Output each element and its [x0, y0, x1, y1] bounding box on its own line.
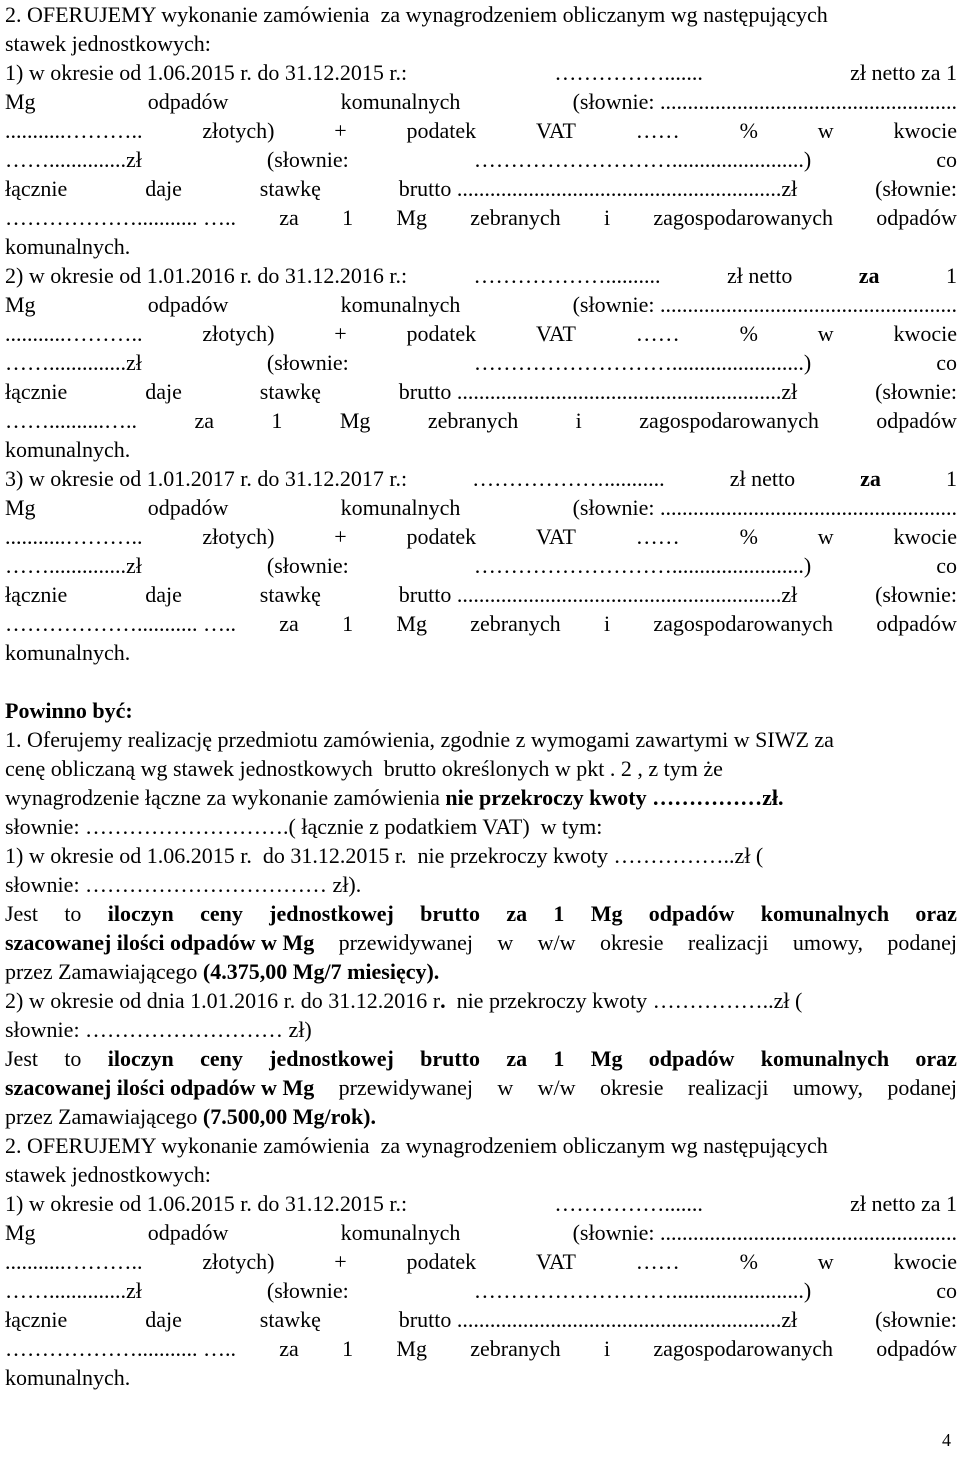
text-fragment: ……..............zł [5, 553, 142, 578]
text-fragment: 1 [342, 1336, 354, 1361]
text-line [5, 319, 957, 348]
text-fragment: okresie [599, 930, 664, 955]
text-fragment: zebranych [427, 408, 519, 433]
text-fragment: odpadów [147, 292, 229, 317]
text-fragment: stawek jednostkowych: [5, 1162, 211, 1187]
text-fragment: podatek [406, 524, 477, 549]
text-fragment: (7.500,00 Mg/rok). [202, 1104, 377, 1129]
text-fragment: 1 [945, 263, 957, 288]
text-fragment: brutto ...........................................................zł [398, 1307, 798, 1332]
text-fragment: Mg [5, 292, 36, 317]
text-line [5, 232, 957, 261]
document-body [5, 0, 957, 1392]
text-fragment: VAT [535, 1249, 576, 1274]
text-fragment: 1. Oferujemy realizację przedmiotu zamówienia, zgodnie z wymogami zawartymi w SIWZ za [5, 727, 834, 752]
text-fragment: (słownie: [875, 582, 957, 607]
text-fragment: ……………….......... [473, 263, 661, 288]
text-fragment: przewidywanej [338, 1075, 473, 1100]
text-fragment: 2) w okresie od 1.01.2016 r. do 31.12.2016 r.: [5, 263, 408, 288]
text-line [5, 1073, 957, 1102]
text-fragment: Powinno być: [5, 698, 133, 723]
text-fragment: podatek [406, 1249, 477, 1274]
correction-block [5, 667, 957, 1392]
text-fragment: % [739, 321, 758, 346]
text-fragment: wynagrodzenie łączne za wykonanie zamówienia [5, 785, 446, 810]
text-line [5, 1131, 957, 1160]
text-fragment: odpadów [876, 1336, 957, 1361]
text-fragment: nie przekroczy kwoty ……………..zł ( [445, 988, 803, 1013]
text-fragment: (słownie: ...................................................... [572, 292, 957, 317]
text-fragment: iloczyn [107, 901, 174, 926]
text-fragment: ……..............zł [5, 350, 142, 375]
text-fragment: komunalnych [340, 495, 461, 520]
text-fragment: (słownie: [266, 553, 349, 578]
text-line [5, 1189, 957, 1218]
text-line [5, 116, 957, 145]
text-fragment: komunalnych [760, 1046, 890, 1071]
text-fragment: …… [635, 1249, 680, 1274]
text-fragment: za [860, 466, 881, 491]
text-fragment: odpadów [876, 408, 957, 433]
text-line [5, 812, 957, 841]
text-fragment: (słownie: [266, 1278, 349, 1303]
text-line [5, 1160, 957, 1189]
text-fragment: komunalnych [340, 292, 461, 317]
text-fragment: słownie: …………………………… zł). [5, 872, 362, 897]
text-line [5, 725, 957, 754]
text-fragment: odpadów [147, 495, 229, 520]
text-line [5, 957, 957, 986]
text-fragment: stawkę [259, 582, 321, 607]
text-fragment: stawkę [259, 379, 321, 404]
text-fragment: kwocie [893, 118, 957, 143]
text-fragment: w/w [537, 930, 576, 955]
text-fragment: stawkę [259, 176, 321, 201]
text-fragment: komunalnych. [5, 234, 131, 259]
text-fragment: Jest [5, 901, 38, 926]
text-fragment: komunalnych [340, 1220, 461, 1245]
text-fragment: złotych) [202, 321, 275, 346]
document-page [5, 0, 957, 1392]
text-fragment: brutto ...........................................................zł [398, 582, 798, 607]
text-fragment: kwocie [893, 321, 957, 346]
text-fragment: . [440, 988, 446, 1013]
text-fragment: 1 [342, 205, 354, 230]
text-line [5, 783, 957, 812]
text-fragment: słownie: ……………………….( łącznie z podatkiem VAT) w tym: [5, 814, 603, 839]
text-fragment: 1) w okresie od 1.06.2015 r. do 31.12.2015 r.: [5, 1191, 408, 1216]
text-fragment: co [936, 350, 957, 375]
text-fragment: łącznie [5, 379, 68, 404]
text-fragment: ………………………........................) [473, 553, 812, 578]
text-fragment: ...........……….. [5, 1249, 143, 1274]
text-fragment: brutto ...........................................................zł [398, 176, 798, 201]
text-fragment: zł netto [726, 263, 793, 288]
text-line [5, 899, 957, 928]
text-line [5, 203, 957, 232]
text-fragment: za [506, 1046, 528, 1071]
text-fragment: jednostkowej [269, 901, 394, 926]
text-line [5, 261, 957, 290]
text-fragment: zagospodarowanych [653, 611, 833, 636]
text-fragment: odpadów [648, 901, 735, 926]
text-fragment: to [64, 901, 82, 926]
text-fragment: Mg [590, 901, 623, 926]
text-fragment: + [334, 118, 347, 143]
text-fragment: Mg [396, 205, 427, 230]
text-fragment: odpadów [876, 611, 957, 636]
text-fragment: Mg [396, 1336, 427, 1361]
text-fragment: (słownie: [875, 176, 957, 201]
text-fragment: ……………....... [554, 1191, 703, 1216]
text-fragment: (słownie: ...................................................... [572, 495, 957, 520]
text-fragment: zebranych [470, 205, 561, 230]
text-fragment: zagospodarowanych [653, 205, 833, 230]
text-fragment: % [739, 1249, 758, 1274]
text-line [5, 174, 957, 203]
text-fragment: złotych) [202, 118, 275, 143]
text-fragment: daje [145, 582, 182, 607]
text-fragment: w [497, 930, 514, 955]
text-line [5, 377, 957, 406]
text-fragment: Jest [5, 1046, 38, 1071]
text-line [5, 609, 957, 638]
text-line [5, 696, 957, 725]
text-line [5, 493, 957, 522]
text-fragment: + [334, 321, 347, 346]
text-fragment: ………………………........................) [473, 1278, 812, 1303]
text-line [5, 406, 957, 435]
text-fragment: komunalnych [760, 901, 890, 926]
text-line [5, 1247, 957, 1276]
text-line [5, 638, 957, 667]
text-fragment: nie przekroczy kwoty ……………zł. [445, 785, 784, 810]
text-line [5, 580, 957, 609]
text-fragment: jednostkowej [269, 1046, 394, 1071]
text-fragment: co [936, 147, 957, 172]
text-fragment: iloczyn [107, 1046, 174, 1071]
text-fragment: umowy, [792, 1075, 863, 1100]
text-fragment: szacowanej ilości odpadów w Mg [5, 1075, 315, 1100]
text-fragment: Mg [5, 89, 36, 114]
text-fragment: w [497, 1075, 514, 1100]
text-fragment: VAT [535, 118, 576, 143]
text-fragment: ...........……….. [5, 321, 143, 346]
text-fragment: VAT [535, 321, 576, 346]
text-line [5, 290, 957, 319]
text-fragment: w [817, 1249, 834, 1274]
text-fragment: Mg [396, 611, 427, 636]
text-fragment: podatek [406, 321, 477, 346]
text-fragment: i [603, 611, 611, 636]
text-fragment: 1 [553, 1046, 565, 1071]
text-line [5, 986, 957, 1015]
text-fragment: 1 [945, 466, 957, 491]
text-fragment: i [603, 205, 611, 230]
text-fragment: (słownie: [266, 147, 349, 172]
text-fragment: Mg [5, 1220, 36, 1245]
text-fragment: przez Zamawiającego [5, 1104, 203, 1129]
text-fragment: 3) w okresie od 1.01.2017 r. do 31.12.2017 r.: [5, 466, 408, 491]
text-fragment: podanej [887, 1075, 957, 1100]
text-fragment: 2. OFERUJEMY wykonanie zamówienia za wynagrodzeniem obliczanym wg następujących [5, 2, 828, 27]
text-fragment: Mg [590, 1046, 623, 1071]
text-fragment: okresie [599, 1075, 664, 1100]
text-line [5, 464, 957, 493]
text-fragment: realizacji [687, 930, 769, 955]
text-fragment: w [817, 524, 834, 549]
text-fragment: (4.375,00 Mg/7 miesięcy). [202, 959, 440, 984]
text-fragment: brutto [420, 901, 481, 926]
text-fragment: zagospodarowanych [639, 408, 819, 433]
text-fragment: ………………........... ….. [5, 611, 236, 636]
text-fragment: odpadów [876, 205, 957, 230]
text-fragment: (słownie: ...................................................... [572, 89, 957, 114]
text-fragment: 2. OFERUJEMY wykonanie zamówienia za wynagrodzeniem obliczanym wg następujących [5, 1133, 828, 1158]
text-fragment: 1 [342, 611, 354, 636]
text-fragment: oraz [915, 1046, 957, 1071]
text-fragment: odpadów [648, 1046, 735, 1071]
text-fragment: stawek jednostkowych: [5, 31, 211, 56]
text-fragment: % [739, 524, 758, 549]
text-fragment: + [334, 524, 347, 549]
text-fragment: złotych) [202, 524, 275, 549]
text-line [5, 87, 957, 116]
text-fragment: brutto [420, 1046, 481, 1071]
offer-section-2-original [5, 0, 957, 667]
text-fragment: za [279, 205, 299, 230]
text-fragment: za [279, 611, 299, 636]
text-fragment: w [817, 321, 834, 346]
text-fragment: ………………………........................) [473, 147, 812, 172]
text-fragment: …… [635, 524, 680, 549]
text-fragment: ...........……….. [5, 118, 143, 143]
text-fragment: złotych) [202, 1249, 275, 1274]
text-line [5, 1044, 957, 1073]
text-fragment: zł netto za 1 [850, 1191, 957, 1216]
text-line [5, 551, 957, 580]
text-line [5, 841, 957, 870]
text-fragment: ……..............zł [5, 147, 142, 172]
text-fragment: i [575, 408, 582, 433]
text-fragment: odpadów [147, 1220, 229, 1245]
text-fragment: ………………........... ….. [5, 205, 236, 230]
text-fragment: słownie: ……………………… zł) [5, 1017, 312, 1042]
text-fragment: co [936, 553, 957, 578]
text-fragment: łącznie [5, 582, 68, 607]
text-fragment: za [506, 901, 528, 926]
text-fragment: daje [145, 379, 182, 404]
text-line [5, 1218, 957, 1247]
text-fragment: komunalnych. [5, 640, 131, 665]
text-line [5, 0, 957, 29]
text-fragment: ……………....... [554, 60, 703, 85]
text-fragment: szacowanej ilości odpadów w Mg [5, 930, 315, 955]
text-fragment: (słownie: [875, 379, 957, 404]
text-fragment: komunalnych [340, 89, 461, 114]
text-fragment: Mg [339, 408, 371, 433]
text-fragment: oraz [915, 901, 957, 926]
text-fragment: umowy, [792, 930, 863, 955]
text-fragment: stawkę [259, 1307, 321, 1332]
text-fragment: VAT [535, 524, 576, 549]
text-fragment: Mg [5, 495, 36, 520]
text-fragment: podatek [406, 118, 477, 143]
text-fragment: brutto ...........................................................zł [398, 379, 798, 404]
text-fragment: …… [635, 321, 680, 346]
text-line [5, 522, 957, 551]
text-fragment: za [194, 408, 214, 433]
page-number: 4 [942, 1430, 951, 1450]
text-fragment: w/w [537, 1075, 576, 1100]
text-fragment: co [936, 1278, 957, 1303]
text-line [5, 435, 957, 464]
text-fragment: to [64, 1046, 82, 1071]
text-line [5, 1363, 957, 1392]
text-fragment: ……..............zł [5, 1278, 142, 1303]
text-line [5, 145, 957, 174]
text-fragment: zł netto [729, 466, 796, 491]
text-fragment: ceny [200, 1046, 243, 1071]
text-line [5, 870, 957, 899]
text-fragment: zebranych [470, 611, 561, 636]
blank-line [5, 667, 957, 696]
text-fragment: cenę obliczaną wg stawek jednostkowych brutto określonych w pkt . 2 , z tym że [5, 756, 723, 781]
text-fragment: realizacji [687, 1075, 769, 1100]
text-line [5, 928, 957, 957]
text-fragment: i [603, 1336, 611, 1361]
text-fragment: (słownie: ...................................................... [572, 1220, 957, 1245]
text-line [5, 58, 957, 87]
text-fragment: przewidywanej [338, 930, 473, 955]
text-line [5, 1015, 957, 1044]
text-fragment: ………………........... [472, 466, 665, 491]
text-fragment: ……..........….. [5, 408, 137, 433]
text-fragment: kwocie [893, 1249, 957, 1274]
text-fragment: 1 [271, 408, 283, 433]
text-fragment: % [739, 118, 758, 143]
text-fragment: ………………........... ….. [5, 1336, 236, 1361]
text-line [5, 1305, 957, 1334]
text-fragment: ………………………........................) [473, 350, 812, 375]
text-fragment: łącznie [5, 1307, 68, 1332]
text-fragment: …… [635, 118, 680, 143]
text-line [5, 1102, 957, 1131]
text-fragment: komunalnych. [5, 1365, 131, 1390]
text-fragment: za [858, 263, 880, 288]
text-fragment: zagospodarowanych [653, 1336, 833, 1361]
text-fragment: 1 [553, 901, 565, 926]
text-fragment: ...........……….. [5, 524, 143, 549]
text-fragment: ceny [200, 901, 243, 926]
text-fragment: (słownie: [266, 350, 349, 375]
text-line [5, 29, 957, 58]
text-fragment: + [334, 1249, 347, 1274]
text-line [5, 348, 957, 377]
text-fragment: komunalnych. [5, 437, 131, 462]
text-line [5, 754, 957, 783]
text-fragment: w [817, 118, 834, 143]
text-fragment: 1) w okresie od 1.06.2015 r. do 31.12.2015 r. nie przekroczy kwoty ……………..zł ( [5, 843, 764, 868]
text-fragment: odpadów [147, 89, 229, 114]
text-fragment: daje [145, 1307, 182, 1332]
text-line [5, 1276, 957, 1305]
text-fragment: zebranych [470, 1336, 561, 1361]
text-fragment: za [279, 1336, 299, 1361]
text-fragment: zł netto za 1 [850, 60, 957, 85]
text-fragment: kwocie [893, 524, 957, 549]
text-fragment: przez Zamawiającego [5, 959, 203, 984]
text-line [5, 1334, 957, 1363]
text-fragment: podanej [887, 930, 957, 955]
text-fragment: 2) w okresie od dnia 1.01.2016 r. do 31.12.2016 r [5, 988, 441, 1013]
text-fragment: daje [145, 176, 182, 201]
text-fragment: (słownie: [875, 1307, 957, 1332]
text-fragment: 1) w okresie od 1.06.2015 r. do 31.12.2015 r.: [5, 60, 408, 85]
text-fragment: łącznie [5, 176, 68, 201]
